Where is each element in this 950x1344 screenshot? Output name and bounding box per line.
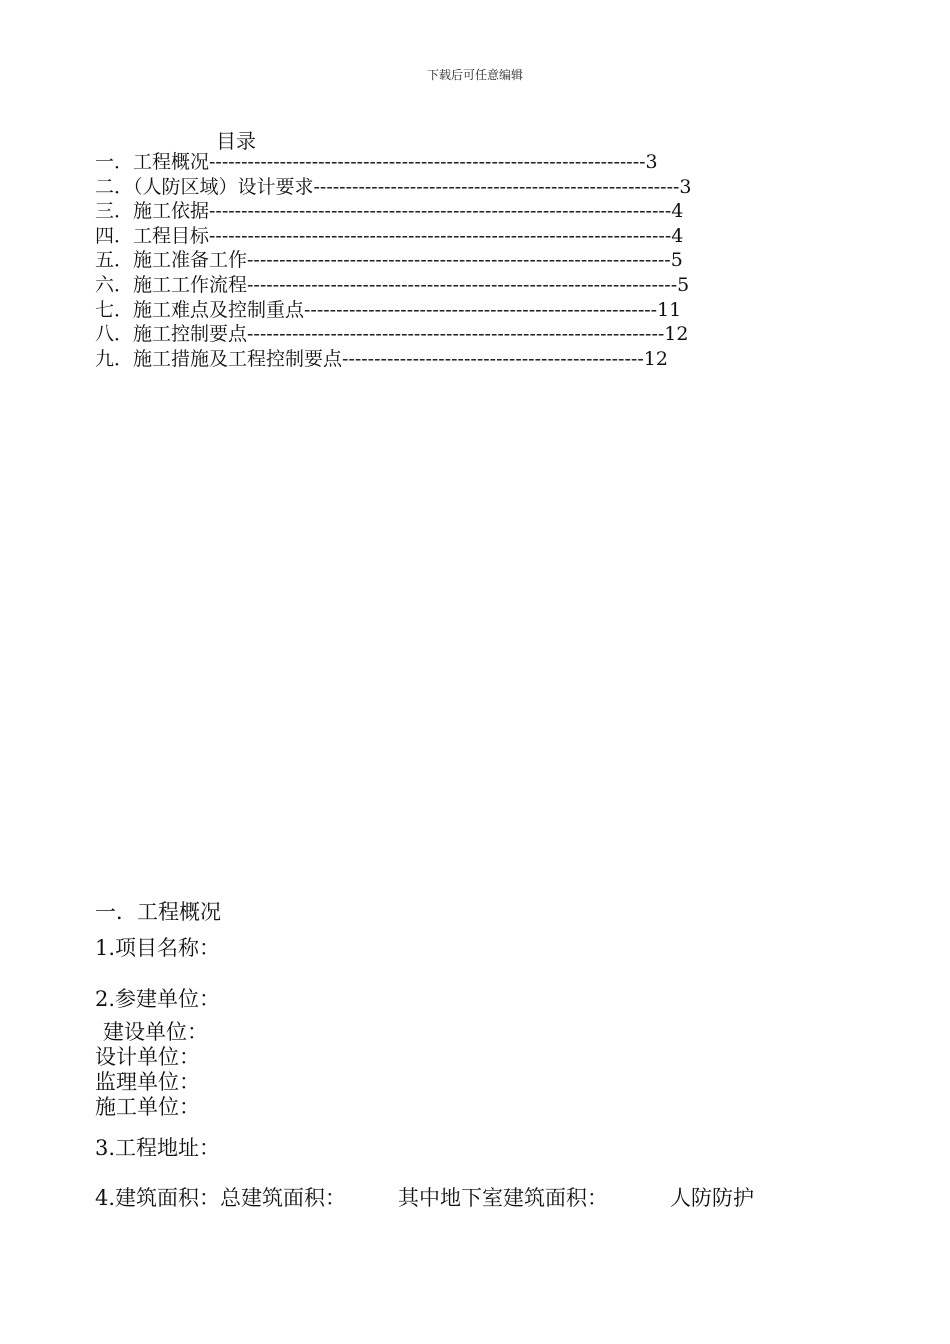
total-area-label: 4.建筑面积：总建筑面积： bbox=[95, 1186, 347, 1210]
civil-defense-label: 人防防护 bbox=[670, 1186, 755, 1210]
participants-label: 2.参建单位： bbox=[95, 987, 221, 1011]
toc-item[interactable]: 三．施工依据------------------------------------------------------------------------4 bbox=[95, 200, 684, 223]
toc-item[interactable]: 七．施工难点及控制重点-------------------------------------------------------11 bbox=[95, 298, 682, 321]
project-name-label: 1.项目名称： bbox=[95, 936, 221, 960]
toc-item[interactable]: 九．施工措施及工程控制要点-----------------------------------------------12 bbox=[95, 347, 668, 370]
toc-item[interactable]: 五．施工准备工作------------------------------------------------------------------5 bbox=[95, 249, 683, 272]
construction-unit-label: 施工单位： bbox=[95, 1095, 200, 1119]
basement-area-label: 其中地下室建筑面积： bbox=[398, 1186, 609, 1210]
section-heading: 一．工程概况 bbox=[95, 900, 221, 924]
toc-item[interactable]: 四．工程目标------------------------------------------------------------------------4 bbox=[95, 224, 684, 247]
toc-title: 目录 bbox=[216, 129, 256, 153]
toc-item[interactable]: 八．施工控制要点-----------------------------------------------------------------12 bbox=[95, 323, 689, 346]
participant-units bbox=[95, 1020, 208, 1120]
building-area-line bbox=[95, 1182, 754, 1212]
design-unit-label: 设计单位： bbox=[95, 1045, 200, 1069]
page-header: 下载后可任意编辑 bbox=[426, 68, 523, 82]
toc-item[interactable]: 六．施工工作流程-------------------------------------------------------------------5 bbox=[95, 273, 690, 296]
toc-item[interactable]: 一．工程概况--------------------------------------------------------------------3 bbox=[95, 151, 658, 173]
toc-item[interactable]: 二．（人防区域）设计要求---------------------------------------------------------3 bbox=[95, 175, 692, 198]
owner-unit-label: 建设单位： bbox=[103, 1020, 208, 1044]
supervision-unit-label: 监理单位： bbox=[95, 1070, 200, 1094]
project-address-label: 3.工程地址： bbox=[95, 1136, 221, 1160]
table-of-contents bbox=[95, 150, 692, 371]
